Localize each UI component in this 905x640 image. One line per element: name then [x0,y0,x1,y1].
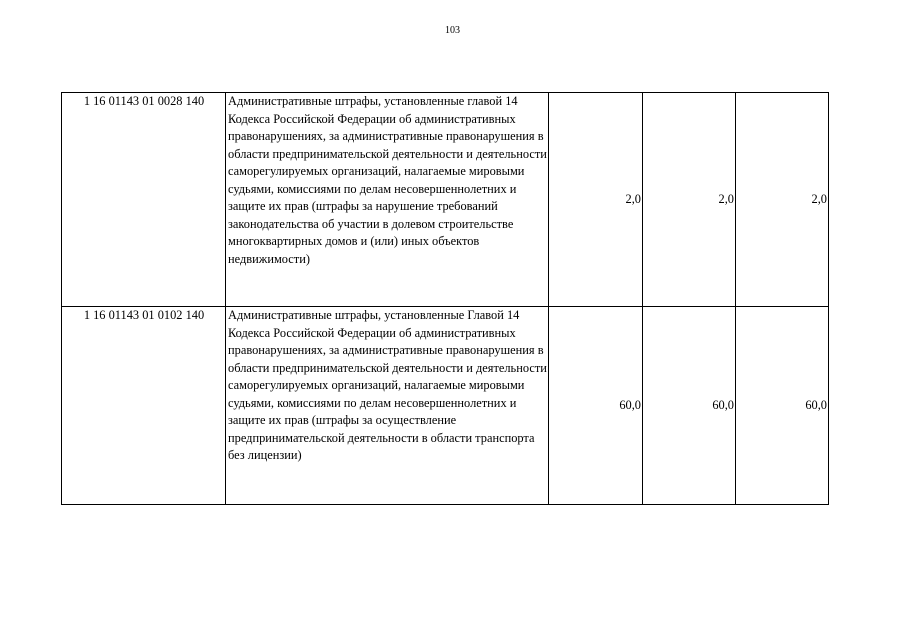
revenue-description-cell: Административные штрафы, установленные главой 14 Кодекса Российской Федерации об административных правонарушениях, за административные правонарушения в области предпринимательской деятельности и деятельности саморегулируемых организаций, налагаемые мировыми судьями, комиссиями по делам несовершеннолетних и защите их прав (штрафы за нарушение требований законодательства об участии в долевом строительстве многоквартирных домов и (или) иных объектов недвижимости) [226,93,549,307]
classification-code-cell: 1 16 01143 01 0102 140 [62,307,226,505]
table-row [62,93,829,307]
revenue-description-cell: Административные штрафы, установленные Главой 14 Кодекса Российской Федерации об административных правонарушениях, за административные правонарушения в области предпринимательской деятельности и деятельности саморегулируемых организаций, налагаемые мировыми судьями, комиссиями по делам несовершеннолетних и защите их прав (штрафы за осуществление предпринимательской деятельности в области транспорта без лицензии) [226,307,549,505]
amount-year-1-cell: 60,0 [549,307,643,505]
page-number: 103 [445,25,460,36]
amount-year-1-cell: 2,0 [549,93,643,307]
amount-year-3-cell: 60,0 [736,307,829,505]
revenue-table [61,92,829,505]
amount-year-2-cell: 60,0 [643,307,736,505]
amount-year-2-cell: 2,0 [643,93,736,307]
amount-year-3-cell: 2,0 [736,93,829,307]
table-row [62,307,829,505]
classification-code-cell: 1 16 01143 01 0028 140 [62,93,226,307]
